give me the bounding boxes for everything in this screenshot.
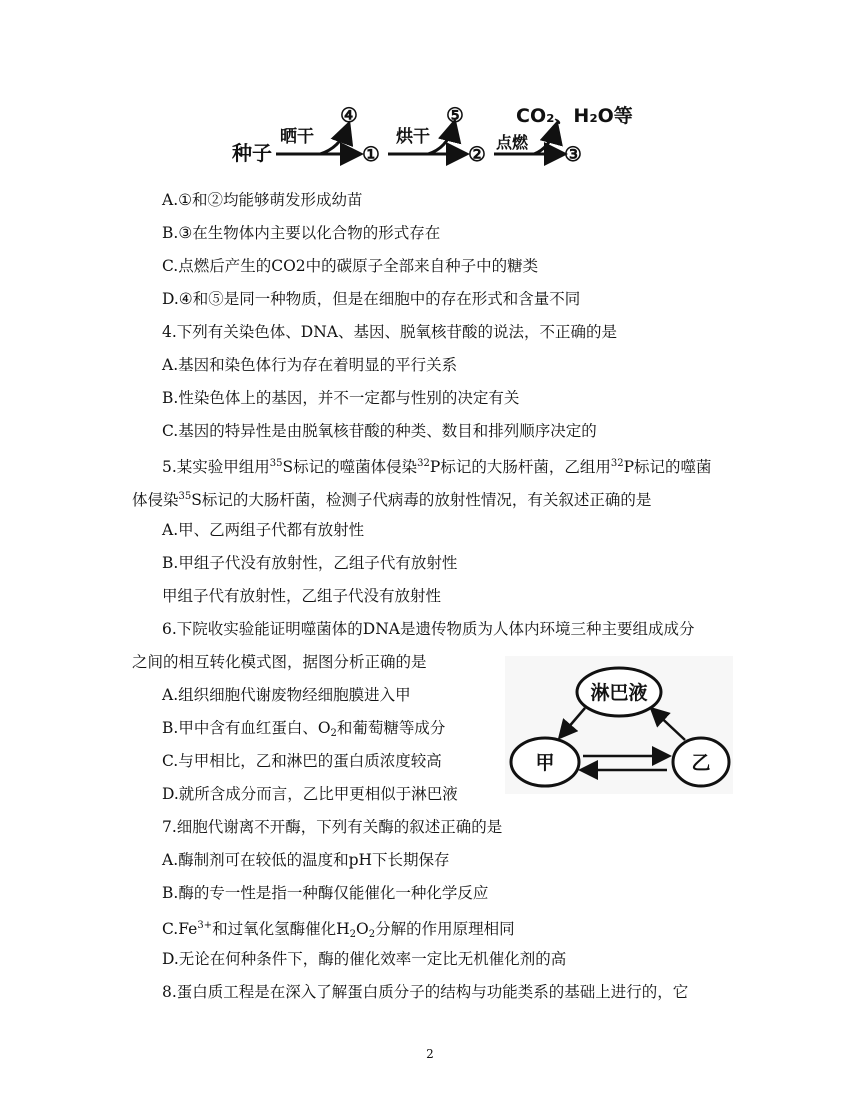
q4-option-a: A.基因和染色体行为存在着明显的平行关系 [162, 356, 458, 374]
q4-option-c: C.基因的特异性是由脱氧核苷酸的种类、数目和排列顺序决定的 [162, 422, 597, 440]
q8-stem: 8.蛋白质工程是在深入了解蛋白质分子的结构与功能类系的基础上进行的，它 [162, 983, 689, 1001]
flow-num-2: ② [468, 142, 486, 166]
flow-num-5: ⑤ [446, 103, 464, 127]
q3-option-a: A.①和②均能够萌发形成幼苗 [162, 191, 363, 209]
flow-num-1: ① [362, 142, 380, 166]
q6-option-a: A.组织细胞代谢废物经细胞膜进入甲 [162, 686, 411, 704]
q7-option-c-text-3: O [355, 920, 369, 938]
body-fluid-circulation-diagram [505, 656, 733, 794]
q5-text-6: S标记的大肠杆菌，检测子代病毒的放射性情况，有关叙述正确的是 [191, 491, 652, 509]
q6-option-b [162, 718, 445, 744]
q6-option-d: D.就所含成分而言，乙比甲更相似于淋巴液 [162, 785, 458, 803]
flow-branch-arrow-5 [428, 124, 454, 154]
q5-sup-32b: 32 [610, 458, 624, 469]
q4-option-b: B.性染色体上的基因，并不一定都与性别的决定有关 [162, 389, 520, 407]
q5-text-2: S标记的噬菌体侵染 [282, 458, 418, 476]
q7-option-c-text-1: C.Fe [162, 920, 198, 938]
flow-branch-arrow-4 [320, 126, 348, 154]
q4-stem: 4.下列有关染色体、DNA、基因、脱氧核苷酸的说法，不正确的是 [162, 323, 617, 341]
q6-option-b-text: B.甲中含有血红蛋白、O [162, 719, 331, 737]
q5-option-b: B.甲组子代没有放射性，乙组子代有放射性 [162, 554, 458, 572]
q7-option-c-sub-1: 2 [349, 929, 356, 940]
flow-ignite-label: 点燃 [496, 133, 529, 152]
q5-sup-32: 32 [417, 458, 430, 469]
flow-products-label: CO₂、H₂O等 [516, 105, 633, 127]
q7-option-c-sup: 3+ [197, 920, 213, 931]
flow-dry-oven-label: 烘干 [396, 127, 430, 147]
q5-text-3: P标记的大肠杆菌，乙组用 [429, 458, 611, 476]
q5-sup-35b: 35 [178, 491, 192, 502]
q3-option-c: C.点燃后产生的CO2中的碳原子全部来自种子中的糖类 [162, 257, 539, 275]
q5-stem-line-2 [132, 487, 651, 510]
q7-option-a: A.酶制剂可在较低的温度和pH下长期保存 [162, 851, 450, 869]
flow-seed-label: 种子 [232, 141, 272, 165]
q6-stem-line-2: 之间的相互转化模式图，据图分析正确的是 [132, 653, 427, 671]
yi-label: 乙 [691, 752, 711, 774]
q6-option-b-sub: 2 [330, 728, 337, 739]
q6-stem-line-1: 6.下院收实验能证明噬菌体的DNA是遗传物质为人体内环境三种主要组成成分 [162, 620, 695, 638]
page-number: 2 [426, 1047, 434, 1061]
q5-text-1: 5.某实验甲组用 [162, 458, 270, 476]
flow-num-3: ③ [564, 142, 582, 166]
q3-option-d: D.④和⑤是同一种物质，但是在细胞中的存在形式和含量不同 [162, 290, 581, 308]
q7-option-c-text-4: 分解的作用原理相同 [375, 920, 515, 938]
flow-num-4: ④ [340, 103, 358, 127]
q7-option-b: B.酶的专一性是指一种酶仅能催化一种化学反应 [162, 884, 489, 902]
q5-text-4: P标记的噬菌 [623, 458, 712, 476]
q5-option-c: 甲组子代有放射性，乙组子代没有放射性 [162, 587, 442, 605]
q5-sup-35: 35 [269, 458, 283, 469]
q7-option-d: D.无论在何种条件下，酶的催化效率一定比无机催化剂的高 [162, 950, 567, 968]
q7-option-c [162, 916, 515, 945]
q5-text-5: 体侵染 [132, 491, 179, 509]
q7-option-c-sub-2: 2 [368, 929, 376, 940]
q5-stem-line-1 [162, 454, 712, 477]
flow-branch-arrow-products [534, 126, 556, 154]
lymph-label: 淋巴液 [590, 682, 648, 704]
q6-option-b-text-2: 和葡萄糖等成分 [336, 719, 446, 737]
jia-label: 甲 [535, 752, 555, 774]
q5-option-a: A.甲、乙两组子代都有放射性 [162, 521, 365, 539]
q7-stem: 7.细胞代谢离不开酶，下列有关酶的叙述正确的是 [162, 818, 503, 836]
q3-option-b: B.③在生物体内主要以化合物的形式存在 [162, 224, 441, 242]
q6-option-c: C.与甲相比，乙和淋巴的蛋白质浓度较高 [162, 752, 442, 770]
seed-drying-flow-diagram [228, 98, 640, 172]
flow-dry-sun-label: 晒干 [280, 127, 314, 147]
q7-option-c-text-2: 和过氧化氢酶催化H [212, 920, 350, 938]
